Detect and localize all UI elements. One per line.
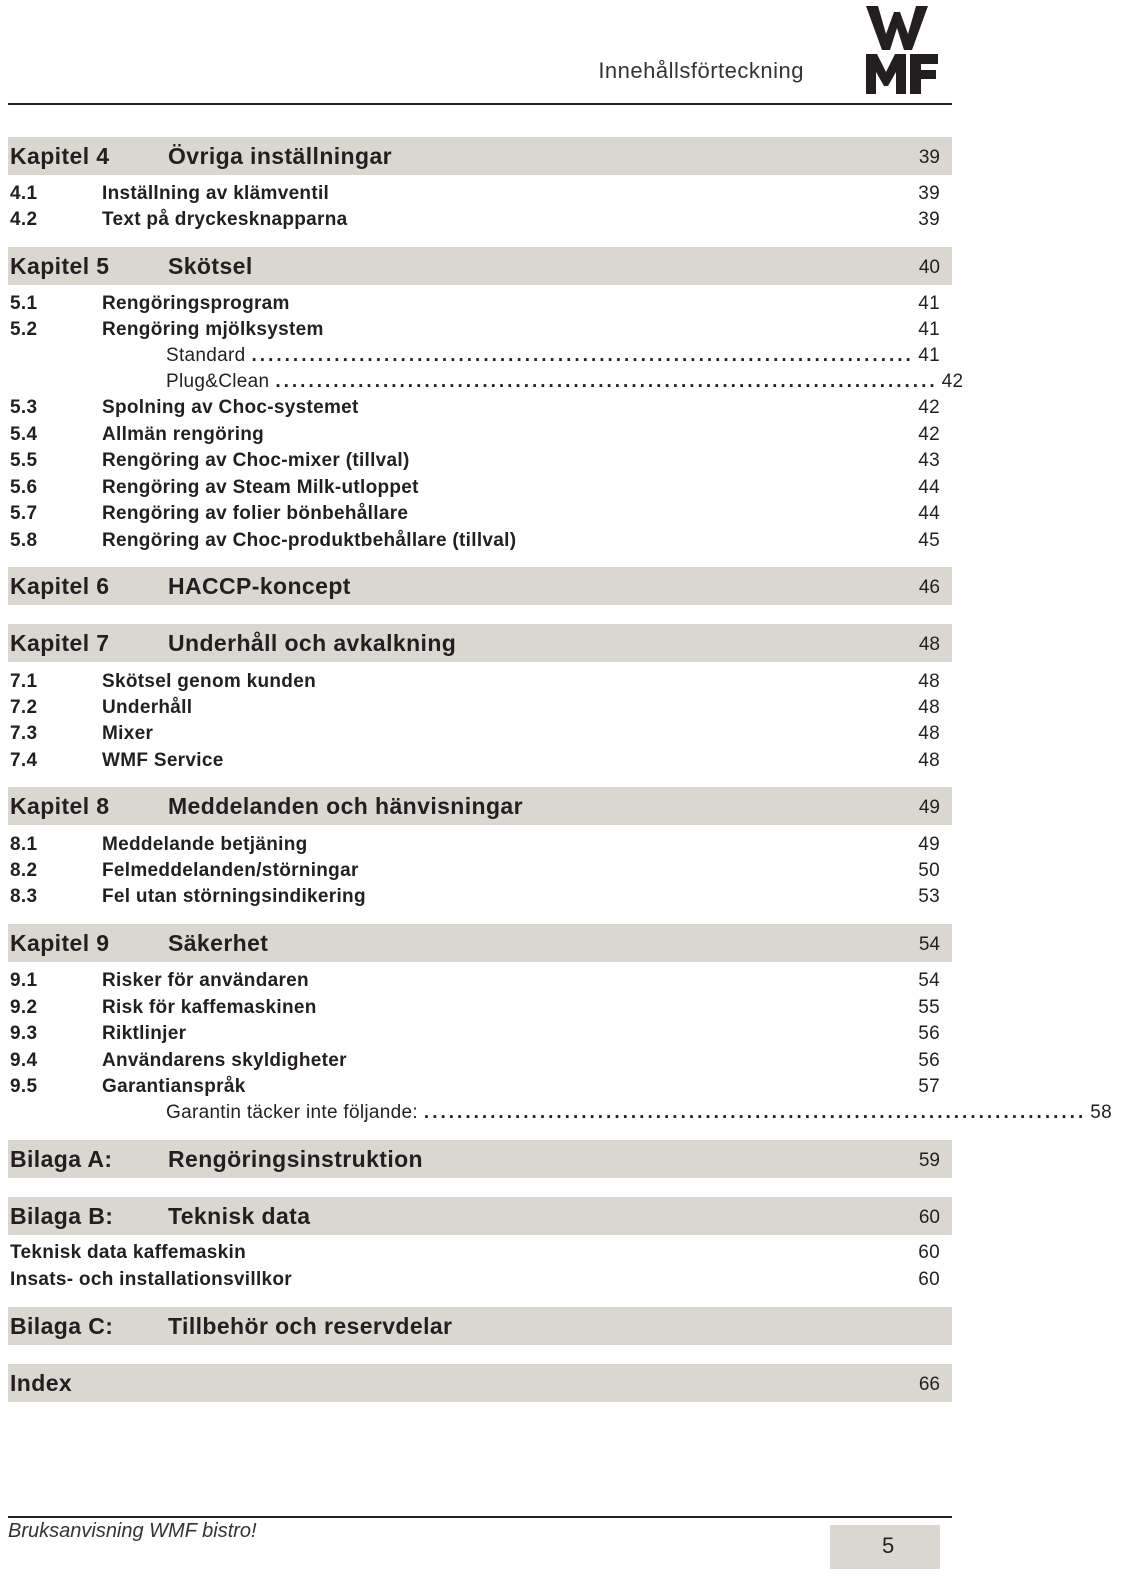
chapter-page: 48 <box>918 634 940 655</box>
chapter-label: Kapitel 5 <box>10 253 110 279</box>
entry-title: Underhåll <box>102 697 193 718</box>
toc-entry[interactable] <box>8 1269 952 1295</box>
chapter-row[interactable] <box>8 247 952 285</box>
entry-title: Användarens skyldigheter <box>102 1050 347 1071</box>
subentry-page: 58 <box>1090 1102 1112 1123</box>
toc-entry[interactable] <box>8 397 952 423</box>
entry-number: 4.2 <box>10 209 38 230</box>
toc-entry[interactable] <box>8 477 952 503</box>
entry-title: Meddelande betjäning <box>102 834 308 855</box>
entry-title: Mixer <box>102 723 154 744</box>
entry-number: 9.1 <box>10 970 38 991</box>
chapter-page: 49 <box>918 797 940 818</box>
entry-number: 8.1 <box>10 834 38 855</box>
dot-leader: ................................................................................ <box>423 1102 1087 1123</box>
entry-page: 41 <box>918 293 940 314</box>
entry-title: Rengöring mjölksystem <box>102 319 324 340</box>
entry-number: 5.7 <box>10 503 38 524</box>
toc-subentry[interactable] <box>166 1102 1112 1128</box>
chapter-row[interactable] <box>8 137 952 175</box>
entry-number: 7.4 <box>10 750 38 771</box>
header-divider <box>8 103 952 105</box>
entry-page: 50 <box>918 860 940 881</box>
entry-number: 5.5 <box>10 450 38 471</box>
entry-title: Risker för användaren <box>102 970 309 991</box>
chapter-page: 60 <box>918 1207 940 1228</box>
entry-title: Rengöring av Steam Milk-utloppet <box>102 477 419 498</box>
chapter-label: Bilaga B: <box>10 1203 114 1229</box>
entry-number: 5.2 <box>10 319 38 340</box>
chapter-title: Rengöringsinstruktion <box>168 1146 424 1172</box>
entry-page: 42 <box>918 397 940 418</box>
chapter-page: 40 <box>918 257 940 278</box>
entry-number: 5.3 <box>10 397 38 418</box>
entry-number: 7.1 <box>10 671 38 692</box>
entry-page: 43 <box>918 450 940 471</box>
toc-entry[interactable] <box>8 860 952 886</box>
entry-page: 39 <box>918 183 940 204</box>
chapter-title: Underhåll och avkalkning <box>168 630 457 656</box>
chapter-row[interactable] <box>8 787 952 825</box>
chapter-page: 46 <box>918 577 940 598</box>
entry-page: 48 <box>918 723 940 744</box>
entry-title: Riktlinjer <box>102 1023 187 1044</box>
entry-page: 53 <box>918 886 940 907</box>
chapter-row[interactable] <box>8 924 952 962</box>
chapter-row[interactable] <box>8 1140 952 1178</box>
toc-entry[interactable] <box>8 886 952 912</box>
entry-number: 4.1 <box>10 183 38 204</box>
entry-number: 9.4 <box>10 1050 38 1071</box>
toc-entry[interactable] <box>8 671 952 697</box>
entry-page: 48 <box>918 750 940 771</box>
chapter-row[interactable] <box>8 1197 952 1235</box>
entry-page: 45 <box>918 530 940 551</box>
toc-entry[interactable] <box>8 319 952 345</box>
toc-entry[interactable] <box>8 723 952 749</box>
toc-entry[interactable] <box>8 997 952 1023</box>
entry-page: 49 <box>918 834 940 855</box>
chapter-label: Kapitel 9 <box>10 930 110 956</box>
entry-title: Inställning av klämventil <box>102 183 330 204</box>
entry-page: 41 <box>918 319 940 340</box>
chapter-row[interactable] <box>8 1364 952 1402</box>
toc-subentry[interactable] <box>166 371 964 397</box>
entry-page: 42 <box>918 424 940 445</box>
chapter-page: 39 <box>918 147 940 168</box>
toc-entry[interactable] <box>8 750 952 776</box>
chapter-title: Meddelanden och hänvisningar <box>168 793 523 819</box>
entry-number: 9.2 <box>10 997 38 1018</box>
subentry-title: Garantin täcker inte följande: <box>166 1102 424 1124</box>
chapter-title: Övriga inställningar <box>168 143 392 169</box>
toc-entry[interactable] <box>8 424 952 450</box>
entry-number: 5.8 <box>10 530 38 551</box>
toc-subentry[interactable] <box>166 345 952 371</box>
entry-page: 54 <box>918 970 940 991</box>
entry-number: 7.2 <box>10 697 38 718</box>
toc-entry[interactable] <box>8 293 952 319</box>
section-title: Innehållsförteckning <box>598 58 804 83</box>
entry-page: 56 <box>918 1050 940 1071</box>
dot-leader: ................................................................................ <box>275 371 938 392</box>
page-number-box <box>830 1525 940 1569</box>
entry-title: Rengöringsprogram <box>102 293 290 314</box>
entry-number: 7.3 <box>10 723 38 744</box>
toc-entry[interactable] <box>8 183 952 209</box>
subentry-title: Plug&Clean <box>166 371 275 393</box>
entry-title: Rengöring av Choc-mixer (tillval) <box>102 450 410 471</box>
entry-page: 60 <box>918 1242 940 1263</box>
entry-page: 44 <box>918 503 940 524</box>
toc-entry[interactable] <box>8 530 952 556</box>
entry-title: Spolning av Choc-systemet <box>102 397 359 418</box>
toc-entry[interactable] <box>8 1242 952 1268</box>
dot-leader: ................................................................................ <box>251 345 914 366</box>
entry-number: 9.5 <box>10 1076 38 1097</box>
entry-title: Garantianspråk <box>102 1076 246 1097</box>
toc-entry[interactable] <box>8 970 952 996</box>
entry-page: 56 <box>918 1023 940 1044</box>
entry-page: 55 <box>918 997 940 1018</box>
entry-title: Skötsel genom kunden <box>102 671 316 692</box>
toc-entry[interactable] <box>8 697 952 723</box>
chapter-label: Kapitel 7 <box>10 630 110 656</box>
toc-entry[interactable] <box>8 503 952 529</box>
toc-entry[interactable] <box>8 1076 952 1102</box>
subentry-page: 41 <box>918 345 940 366</box>
chapter-title: Säkerhet <box>168 930 269 956</box>
entry-title: Insats- och installationsvillkor <box>10 1269 293 1290</box>
toc-entry[interactable] <box>8 1023 952 1049</box>
chapter-row[interactable] <box>8 567 952 605</box>
entry-title: Teknisk data kaffemaskin <box>10 1242 247 1263</box>
entry-title: Fel utan störningsindikering <box>102 886 366 907</box>
entry-number: 5.6 <box>10 477 38 498</box>
chapter-page: 54 <box>918 934 940 955</box>
entry-number: 5.1 <box>10 293 38 314</box>
entry-page: 44 <box>918 477 940 498</box>
chapter-title: Skötsel <box>168 253 253 279</box>
toc-entry[interactable] <box>8 834 952 860</box>
entry-number: 8.3 <box>10 886 38 907</box>
entry-title: WMF Service <box>102 750 224 771</box>
entry-title: Risk för kaffemaskinen <box>102 997 317 1018</box>
chapter-row[interactable] <box>8 624 952 662</box>
chapter-title: Teknisk data <box>168 1203 311 1229</box>
manual-title: Bruksanvisning WMF bistro! <box>8 1520 257 1542</box>
entry-number: 5.4 <box>10 424 38 445</box>
chapter-label: Kapitel 6 <box>10 573 110 599</box>
entry-number: 8.2 <box>10 860 38 881</box>
toc-entry[interactable] <box>8 209 952 235</box>
subentry-page: 42 <box>941 371 964 392</box>
entry-number: 9.3 <box>10 1023 38 1044</box>
chapter-page: 66 <box>918 1374 940 1395</box>
entry-page: 48 <box>918 697 940 718</box>
chapter-page: 59 <box>918 1150 940 1171</box>
chapter-title: HACCP-koncept <box>168 573 351 599</box>
entry-page: 57 <box>918 1076 940 1097</box>
entry-title: Allmän rengöring <box>102 424 265 445</box>
chapter-title: Tillbehör och reservdelar <box>168 1313 453 1339</box>
page-number: 5 <box>882 1533 895 1558</box>
chapter-label: Kapitel 8 <box>10 793 110 819</box>
chapter-label: Index <box>10 1370 73 1396</box>
entry-title: Rengöring av Choc-produktbehållare (tillval) <box>102 530 517 551</box>
toc-entry[interactable] <box>8 450 952 476</box>
chapter-label: Bilaga A: <box>10 1146 113 1172</box>
entry-page: 39 <box>918 209 940 230</box>
subentry-title: Standard <box>166 345 252 367</box>
entry-page: 60 <box>918 1269 940 1290</box>
entry-title: Felmeddelanden/störningar <box>102 860 359 881</box>
chapter-label: Bilaga C: <box>10 1313 114 1339</box>
footer-divider <box>8 1516 952 1518</box>
entry-page: 48 <box>918 671 940 692</box>
chapter-row[interactable] <box>8 1307 952 1345</box>
toc-entry[interactable] <box>8 1050 952 1076</box>
wmf-logo <box>866 6 946 96</box>
entry-title: Rengöring av folier bönbehållare <box>102 503 409 524</box>
chapter-label: Kapitel 4 <box>10 143 110 169</box>
entry-title: Text på dryckesknapparna <box>102 209 348 230</box>
